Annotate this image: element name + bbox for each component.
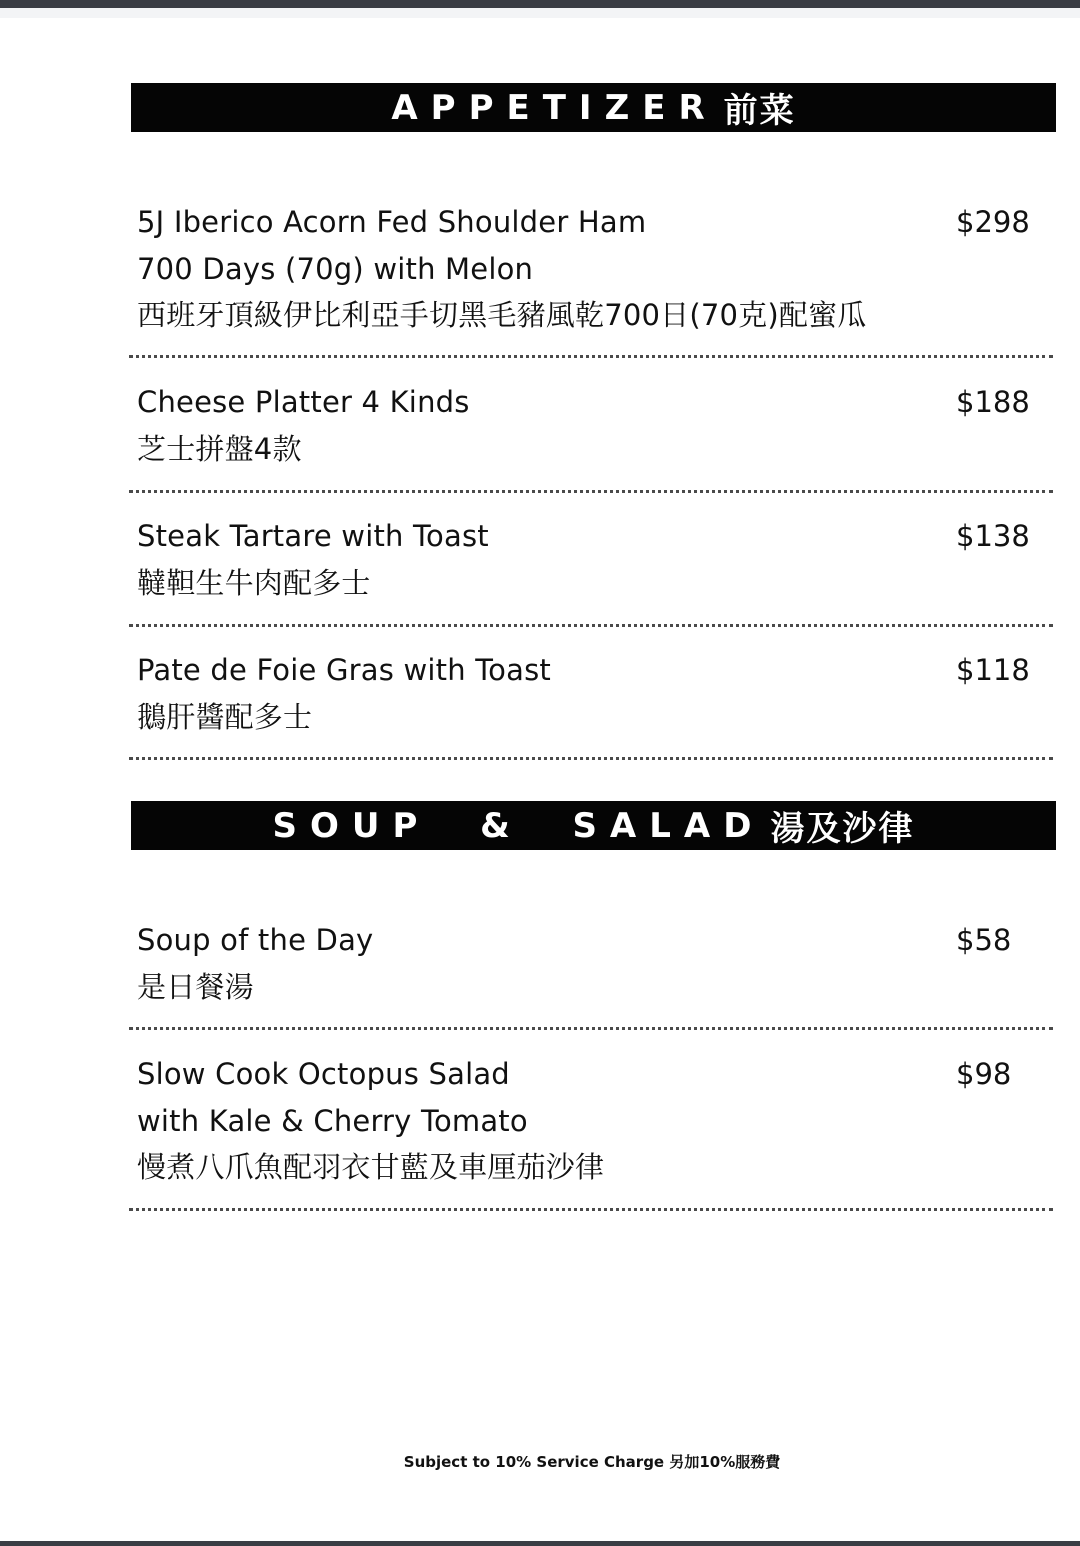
item-name-en: 5J Iberico Acorn Fed Shoulder Ham [137,205,647,239]
item-name-en: Cheese Platter 4 Kinds [137,385,470,419]
item-name-en: Pate de Foie Gras with Toast [137,653,551,687]
item-name-zh: 西班牙頂級伊比利亞手切黑毛豬風乾700日(70克)配蜜瓜 [137,298,867,332]
dotted-divider [129,355,1053,358]
section-title-zh: 前菜 [723,91,796,131]
section-title: APPETIZER [391,87,718,128]
section-title: SOUP & SALAD [272,805,765,846]
item-name-zh: 韃靼生牛肉配多士 [137,565,371,600]
dotted-divider [129,1208,1053,1211]
item-price: $58 [956,923,1012,957]
item-name-en: Steak Tartare with Toast [137,519,489,553]
item-name-zh: 鵝肝醬配多士 [137,699,313,734]
dotted-divider [129,1027,1053,1030]
item-name-en-cont: with Kale & Cherry Tomato [137,1103,528,1138]
section-header-soup-salad [131,801,1056,850]
top-frame-bar [0,0,1080,8]
dotted-divider [129,490,1053,493]
item-name-en: Slow Cook Octopus Salad [137,1057,510,1091]
item-price: $188 [956,385,1030,419]
dotted-divider [129,624,1053,627]
item-name-en: Soup of the Day [137,923,374,957]
item-name-zh: 是日餐湯 [137,969,254,1004]
item-name-zh: 芝士拼盤4款 [137,431,302,466]
item-price: $98 [956,1057,1012,1091]
service-charge-note: Subject to 10% Service Charge 另加10%服務費 [403,1453,781,1471]
item-price: $138 [956,519,1030,553]
bottom-frame-bar [0,1541,1080,1546]
item-price: $298 [956,205,1030,239]
item-name-zh: 慢煮八爪魚配羽衣甘藍及車厘茄沙律 [137,1150,605,1184]
dotted-divider [129,757,1053,760]
section-header-appetizer [131,83,1056,132]
top-frame-shade [0,8,1080,18]
section-title-zh: 湯及沙律 [770,809,915,849]
item-name-en-cont: 700 Days (70g) with Melon [137,251,534,286]
item-price: $118 [956,653,1030,687]
